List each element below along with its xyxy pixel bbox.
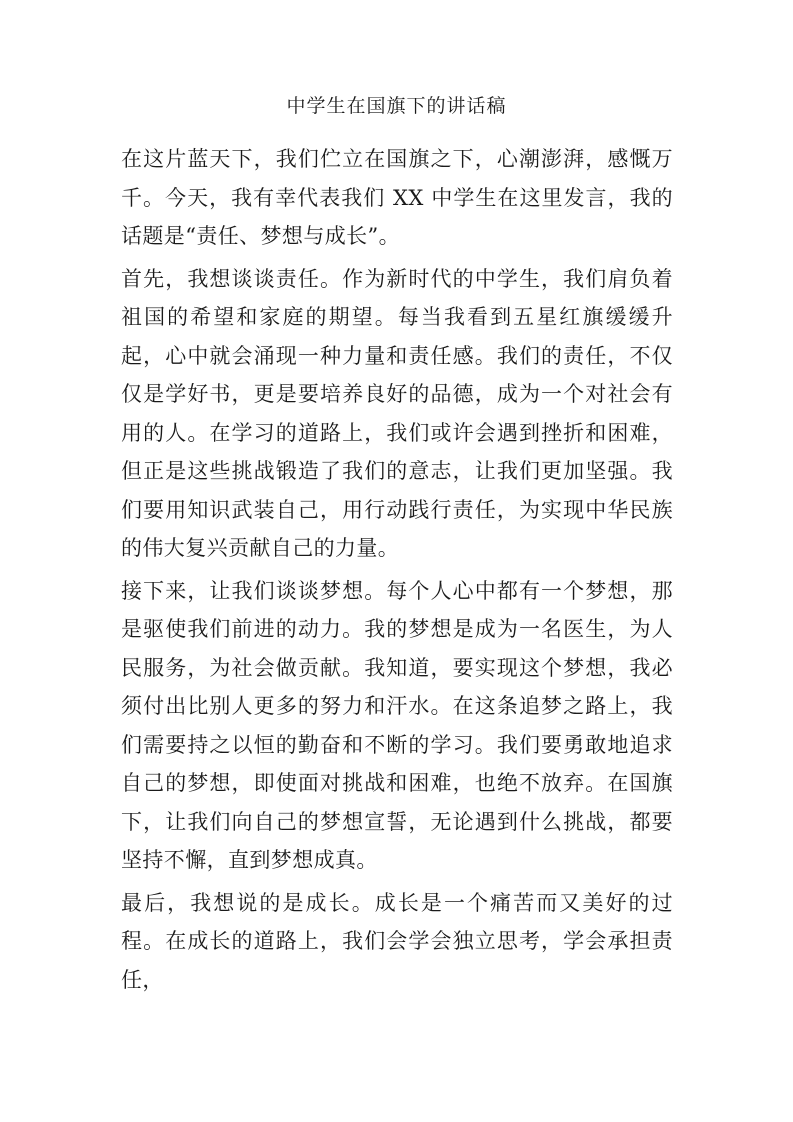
paragraph-growth: 最后，我想说的是成长。成长是一个痛苦而又美好的过程。在成长的道路上，我们会学会独立思考，学会承担责任， [121, 890, 673, 992]
page-title: 中学生在国旗下的讲话稿 [286, 95, 507, 117]
paragraph-dream: 接下来，让我们谈谈梦想。每个人心中都有一个梦想，那是驱使我们前进的动力。我的梦想是成为一名医生，为人民服务，为社会做贡献。我知道，要实现这个梦想，我必须付出比别人更多的努力和汗水。在这条追梦之路上，我们需要持之以恒的勤奋和不断的学习。我们要勇敢地追求自己的梦想，即使面对挑战和困难，也绝不放弃。在国旗下，让我们向自己的梦想宣誓，无论遇到什么挑战，都要坚持不懈，直到梦想成真。 [121, 578, 673, 872]
paragraph-responsibility: 首先，我想谈谈责任。作为新时代的中学生，我们肩负着祖国的希望和家庭的期望。每当我看到五星红旗缓缓升起，心中就会涌现一种力量和责任感。我们的责任，不仅仅是学好书，更是要培养良好的品德，成为一个对社会有用的人。在学习的道路上，我们或许会遇到挫折和困难，但正是这些挑战锻造了我们的意志，让我们更加坚强。我们要用知识武装自己，用行动践行责任，为实现中华民族的伟大复兴贡献自己的力量。 [121, 266, 673, 560]
paragraph-intro: 在这片蓝天下，我们伫立在国旗之下，心潮澎湃，感慨万千。今天，我有幸代表我们 XX 中学生在这里发言，我的话题是“责任、梦想与成长”。 [121, 147, 673, 248]
speech-body [121, 140, 673, 999]
